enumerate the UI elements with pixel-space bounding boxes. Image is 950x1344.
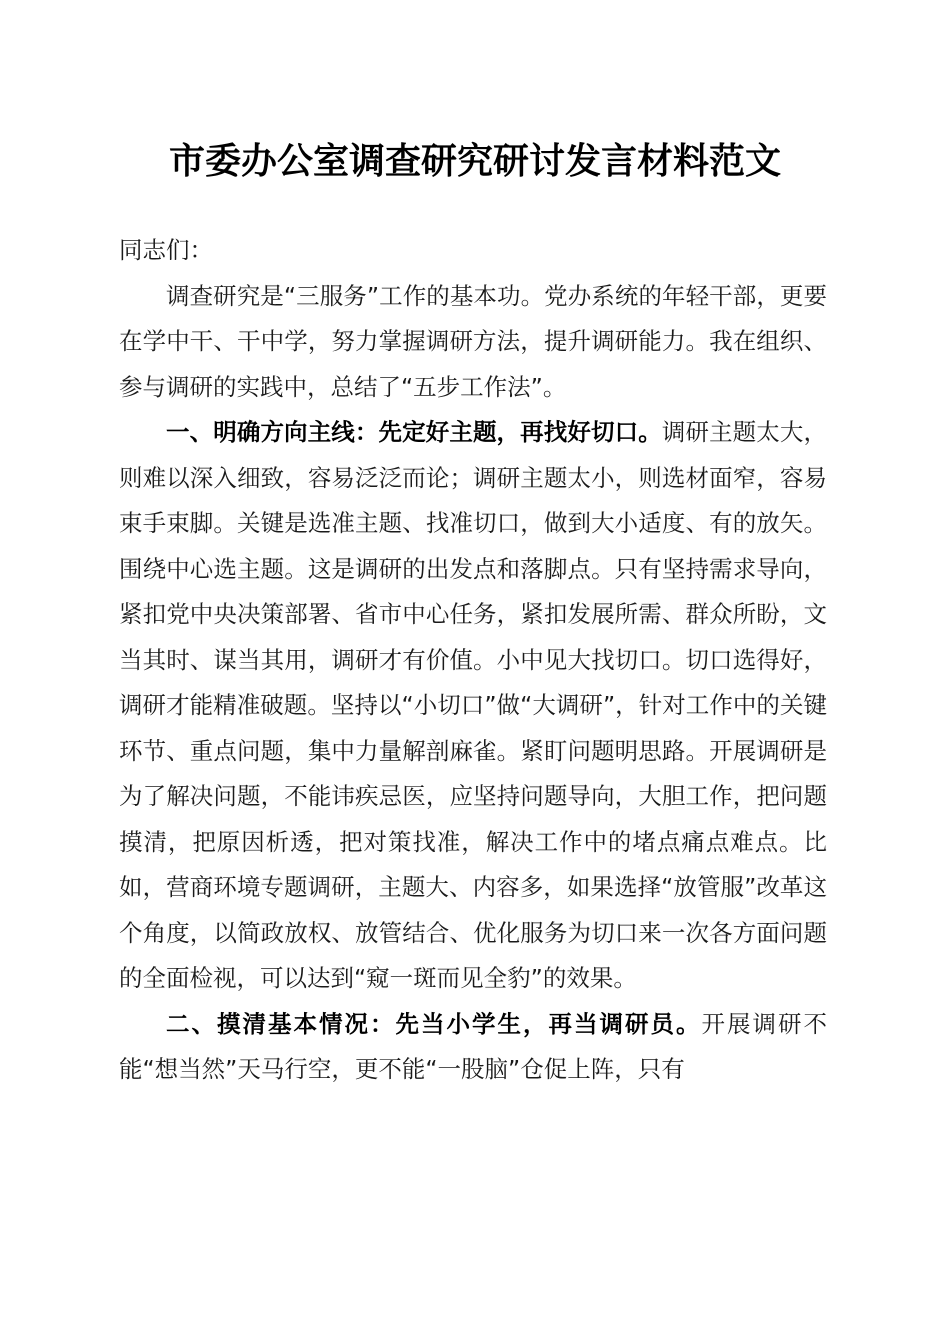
intro-paragraph: 调查研究是“三服务”工作的基本功。党办系统的年轻干部，更要在学中干、干中学，努力掌握调研方法，提升调研能力。我在组织、参与调研的实践中，总结了“五步工作法”。 [119,281,827,401]
section-body-1: 调研主题太大，则难以深入细致，容易泛泛而论；调研主题太小，则选材面窄，容易束手束脚。关键是选准主题、找准切口，做到大小适度、有的放矢。围绕中心选主题。这是调研的出发点和落脚点。只有坚持需求导向，紧扣党中央决策部署、省市中心任务，紧扣发展所需、群众所盼，文当其时、谋当其用，调研才有价值。小中见大找切口。切口选得好，调研才能精准破题。坚持以“小切口”做“大调研”，针对工作中的关键环节、重点问题，集中力量解剖麻雀。紧盯问题明思路。开展调研是为了解决问题，不能讳疾忌医，应坚持问题导向，大胆工作，把问题摸清，把原因析透，把对策找准，解决工作中的堵点痛点难点。比如，营商环境专题调研，主题大、内容多，如果选择“放管服”改革这个角度，以简政放权、放管结合、优化服务为切口来一次各方面问题的全面检视，可以达到“窥一斑而见全豹”的效果。 [119,418,828,992]
salutation: 同志们： [119,236,213,264]
section-paragraph-1 [119,410,827,1002]
section-body-2: 开展调研不能“想当然”天马行空，更不能“一股脑”仓促上阵，只有 [119,1009,827,1083]
section-paragraph-2 [119,1002,827,1093]
section-heading-2: 二、摸清基本情况：先当小学生，再当调研员。 [166,1009,702,1038]
page-title: 市委办公室调查研究研讨发言材料范文 [168,140,781,182]
document-body [119,228,827,1093]
section-heading-1: 一、明确方向主线：先定好主题，再找好切口。 [166,418,662,446]
